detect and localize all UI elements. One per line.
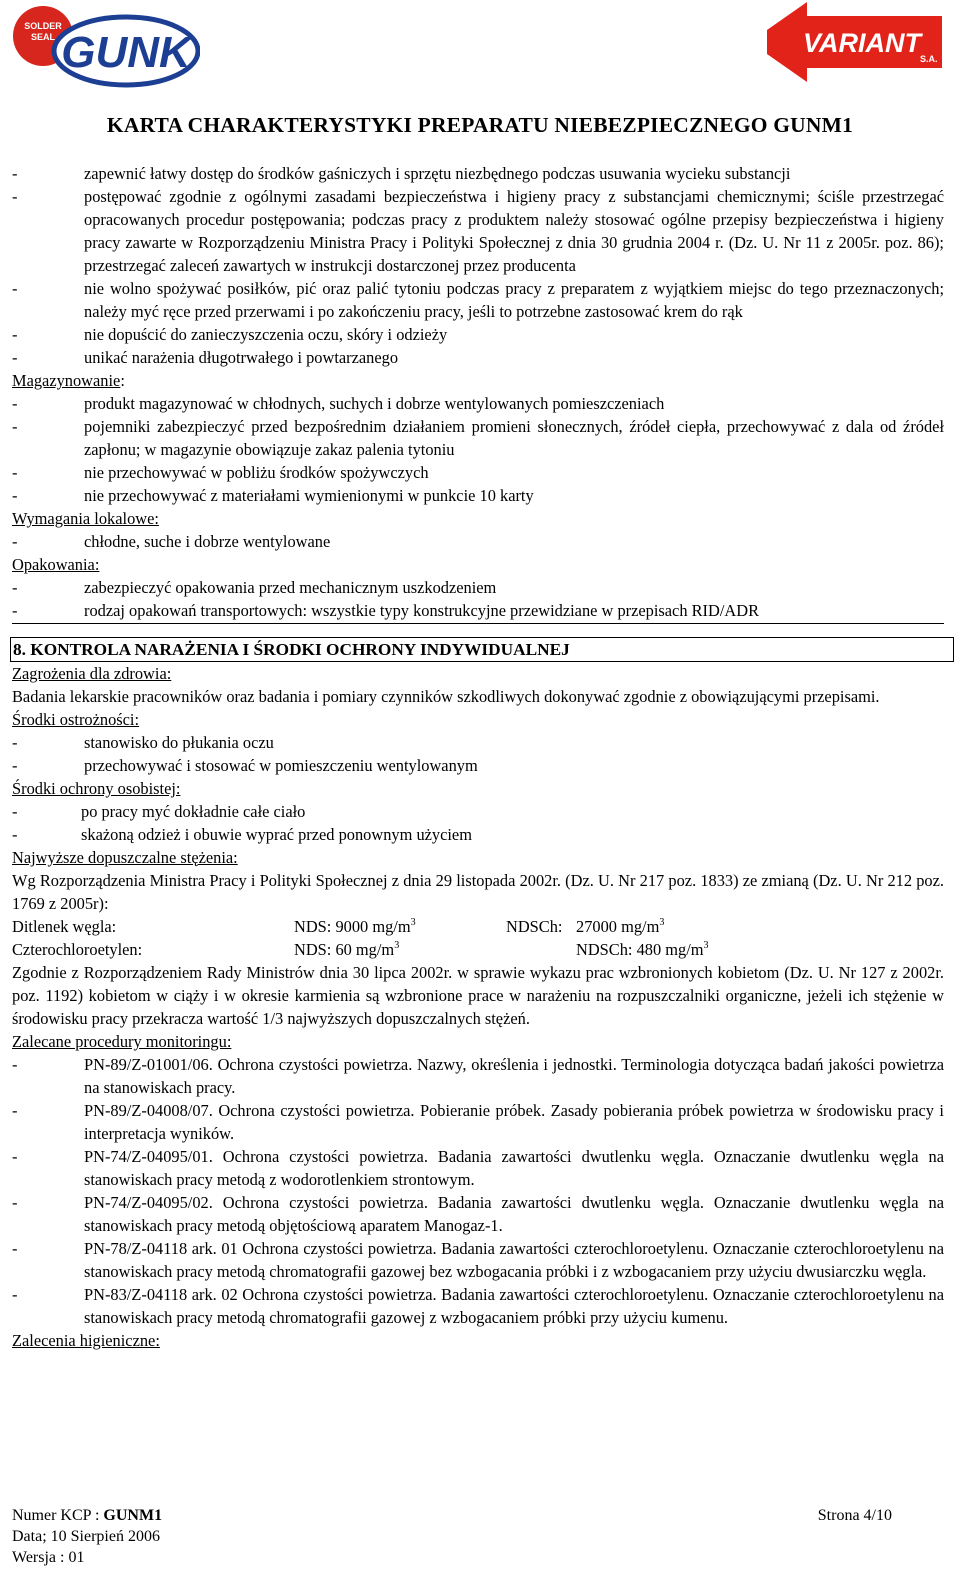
women-work-restriction-text: Zgodnie z Rozporządzeniem Rady Ministrów dnia 30 lipca 2002r. w sprawie wykazu prac wzbronionych kobietom (Dz. U. Nr 127 z 2002r. poz. 1192) kobietom w ciąży i w okresie karmienia są wzbronione prace w narażeniu na rozpuszczalniki organiczne, jeżeli ich stężenie w środowisku pracy przekracza wartość 1/3 najwyższych dopuszczalnych stężeń. bbox=[12, 963, 944, 1028]
gunk-logo bbox=[10, 3, 200, 89]
list-item: - przechowywać i stosować w pomieszczeniu wentylowanym bbox=[12, 756, 478, 775]
list-item: - produkt magazynować w chłodnych, suchych i dobrze wentylowanych pomieszczeniach bbox=[12, 394, 665, 413]
list-item: - chłodne, suche i dobrze wentylowane bbox=[12, 532, 331, 551]
concentration-row: Czterochloroetylen: NDS: 60 $mg/m^3$ NDSCh: 480 $mg/m^3$ bbox=[12, 940, 709, 959]
list-item: - PN-74/Z-04095/01. Ochrona czystości powietrza. Badania zawartości dwutlenku węgla. Oznaczanie dwutlenku węgla na stanowiskach pracy metodą z wodorotlenkiem strontowym. bbox=[12, 1147, 944, 1189]
document-number: Numer KCP : GUNM1 bbox=[12, 1507, 163, 1524]
list-item: - stanowisko do płukania oczu bbox=[12, 733, 274, 752]
variant-suffix-text: S.A. bbox=[920, 54, 938, 64]
exposure-limits-heading: Najwyższe dopuszczalne stężenia: bbox=[12, 848, 238, 867]
list-item: - skażoną odzież i obuwie wyprać przed ponownym użyciem bbox=[12, 825, 472, 844]
page-number: Strona 4/10 bbox=[817, 1507, 892, 1524]
list-item: - PN-78/Z-04118 ark. 01 Ochrona czystości powietrza. Badania zawartości czterochloroetylenu. Oznaczanie czterochloroetylenu na stanowiskach pracy metodą chromatografii gazowej bez wzbogacania próbki i z wzbogacaniem przy użyciu dwusiarczku węgla. bbox=[12, 1239, 944, 1281]
storage-heading: Magazynowanie: bbox=[12, 371, 125, 390]
health-hazards-heading: Zagrożenia dla zdrowia: bbox=[12, 664, 172, 683]
list-item: - PN-74/Z-04095/02. Ochrona czystości powietrza. Badania zawartości dwutlenku węgla. Oznaczanie dwutlenku węgla na stanowiskach pracy metodą objętościową aparatem Manogaz-1. bbox=[12, 1193, 944, 1235]
list-item: - zapewnić łatwy dostęp do środków gaśniczych i sprzętu niezbędnego podczas usuwania wycieku substancji bbox=[12, 164, 791, 183]
seal-top-text: SOLDER bbox=[24, 21, 62, 31]
list-item: - nie przechowywać w pobliżu środków spożywczych bbox=[12, 463, 429, 482]
gunk-brand-text: GUNK bbox=[61, 28, 191, 77]
variant-logo bbox=[762, 2, 947, 82]
section-divider bbox=[12, 623, 944, 624]
list-item: - po pracy myć dokładnie całe ciało bbox=[12, 802, 306, 821]
list-item: - rodzaj opakowań transportowych: wszystkie typy konstrukcyjne przewidziane w przepisach RID/ADR bbox=[12, 601, 760, 620]
personal-protection-heading: Środki ochrony osobistej: bbox=[12, 779, 181, 798]
document-title: KARTA CHARAKTERYSTYKI PREPARATU NIEBEZPIECZNEGO GUNM1 bbox=[106, 113, 854, 137]
list-item: - PN-89/Z-04008/07. Ochrona czystości powietrza. Pobieranie próbek. Zasady pobierania próbek powietrza w środowisku pracy i interpretacja wyników. bbox=[12, 1101, 944, 1143]
document-date: Data; 10 Sierpień 2006 bbox=[12, 1528, 160, 1545]
seal-bottom-text: SEAL bbox=[30, 32, 56, 42]
concentration-row: Ditlenek węgla: NDS: 9000 $mg/m^3$ NDSCh: 27000 $mg/m^3$ bbox=[12, 917, 665, 936]
premises-heading: Wymagania lokalowe: bbox=[12, 509, 159, 528]
monitoring-heading: Zalecane procedury monitoringu: bbox=[12, 1032, 232, 1051]
exposure-limits-text: Wg Rozporządzenia Ministra Pracy i Polityki Społecznej z dnia 29 listopada 2002r. (Dz. U. Nr 217 poz. 1833) ze zmianą (Dz. U. Nr 212 poz. 1769 z 2005r): bbox=[12, 871, 944, 913]
list-item: - nie przechowywać z materiałami wymienionymi w punkcie 10 karty bbox=[12, 486, 534, 505]
document-version: Wersja : 01 bbox=[12, 1549, 85, 1566]
packaging-heading: Opakowania: bbox=[12, 555, 100, 574]
hygiene-heading: Zalecenia higieniczne: bbox=[12, 1331, 160, 1350]
list-item: - PN-83/Z-04118 ark. 02 Ochrona czystości powietrza. Badania zawartości czterochloroetylenu. Oznaczanie czterochloroetylenu na stanowiskach pracy metodą chromatografii gazowej z wzbogacaniem próbki przy użyciu kumenu. bbox=[12, 1285, 944, 1327]
precautions-heading: Środki ostrożności: bbox=[12, 710, 140, 729]
list-item: - nie dopuścić do zanieczyszczenia oczu, skóry i odzieży bbox=[12, 325, 448, 344]
section-8-title: 8. KONTROLA NARAŻENIA I ŚRODKI OCHRONY INDYWIDUALNEJ bbox=[10, 637, 954, 662]
list-item: - nie wolno spożywać posiłków, pić oraz palić tytoniu podczas pracy z preparatem z wyjątkiem miejsc do tego przeznaczonych; należy myć ręce przed przerwami i po zakończeniu pracy, jeśli to potrzebne zastosować krem do rąk bbox=[12, 279, 944, 321]
list-item: - pojemniki zabezpieczyć przed bezpośrednim działaniem promieni słonecznych, źródeł ciepła, przechowywać z dala od źródeł zapłonu; w magazynie obowiązuje zakaz palenia tytoniu bbox=[12, 417, 944, 459]
list-item: - PN-89/Z-01001/06. Ochrona czystości powietrza. Nazwy, określenia i jednostki. Terminologia dotycząca badań jakości powietrza na stanowiskach pracy. bbox=[12, 1055, 944, 1097]
document-body bbox=[12, 162, 944, 1352]
health-hazards-text: Badania lekarskie pracowników oraz badania i pomiary czynników szkodliwych dokonywać zgodnie z obowiązującymi przepisami. bbox=[12, 687, 880, 706]
list-item: - postępować zgodnie z ogólnymi zasadami bezpieczeństwa i higieny pracy z substancjami chemicznymi; ściśle przestrzegać opracowanych procedur postępowania; podczas pracy z produktem należy stosować ogólne przepisy bezpieczeństwa i higieny pracy zawarte w Rozporządzeniu Ministra Pracy i Polityki Społecznej z dnia 30 grudnia 2004 r. (Dz. U. Nr 11 z 2005r. poz. 86); przestrzegać zaleceń zawartych w instrukcji dostarczonej przez producenta bbox=[12, 187, 944, 275]
list-item: - unikać narażenia długotrwałego i powtarzanego bbox=[12, 348, 399, 367]
page-footer bbox=[12, 1505, 892, 1568]
list-item: - zabezpieczyć opakowania przed mechanicznym uszkodzeniem bbox=[12, 578, 497, 597]
variant-brand-text: VARIANT bbox=[803, 28, 921, 58]
